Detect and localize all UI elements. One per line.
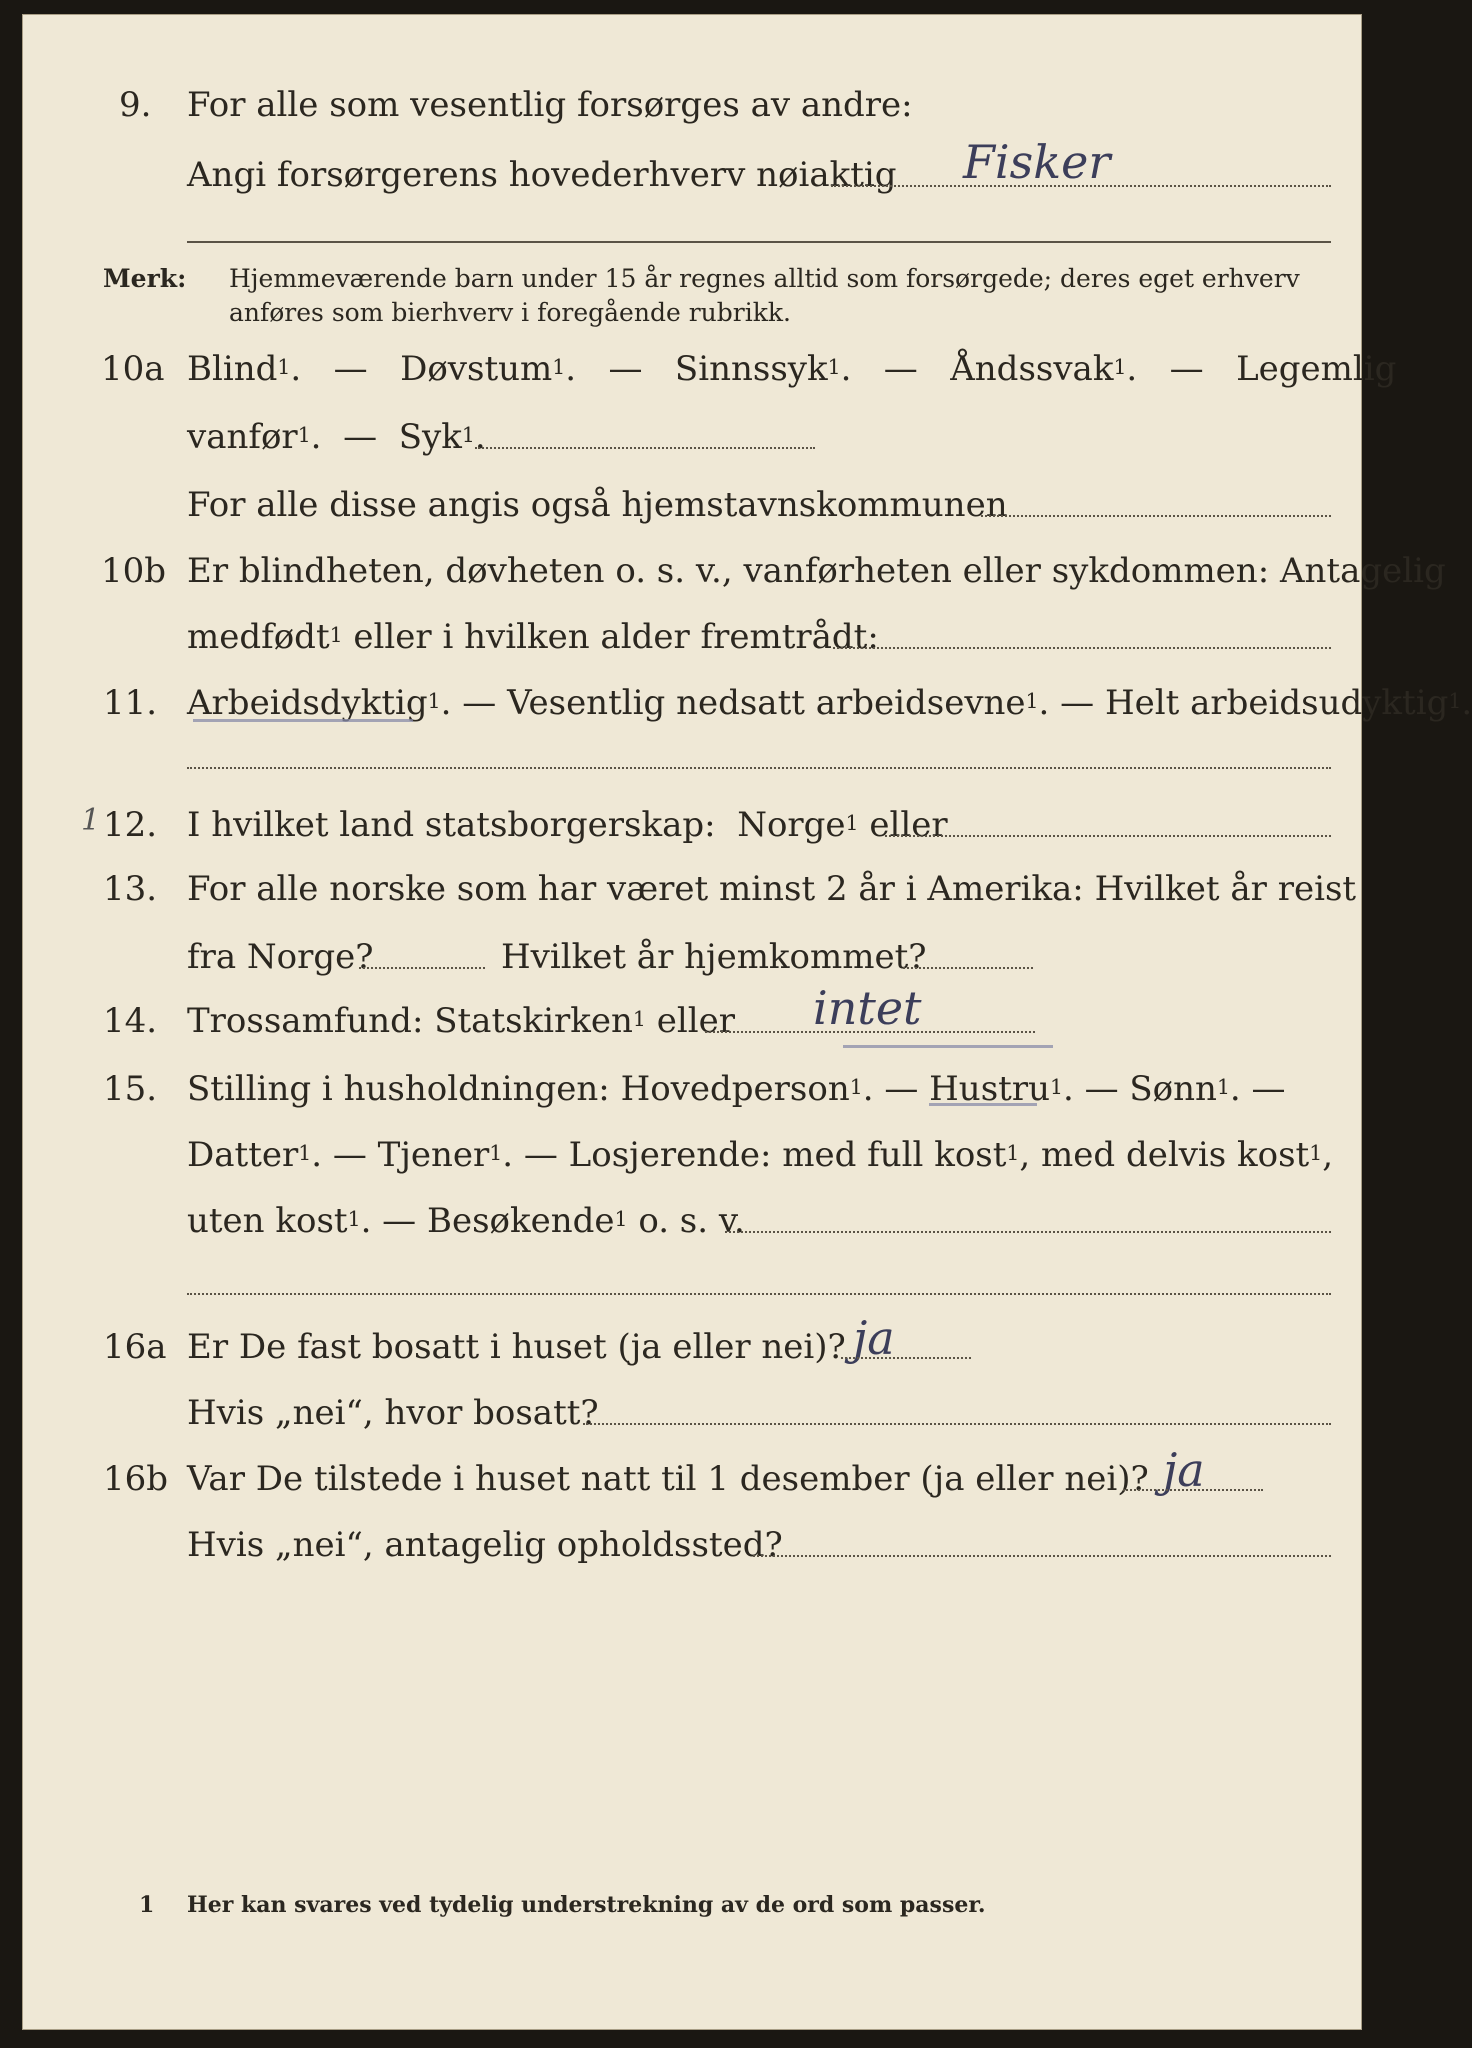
q11-line: Arbeidsdyktig$^1$. — Vesentlig nedsatt arbeidsevne$^1$. — Helt arbeidsudyktig$^1$. — [187, 683, 1472, 723]
option-hustru: Hustru — [929, 1069, 1050, 1109]
option-andssvak: Åndssvak — [950, 349, 1114, 389]
q10b-line2: medfødt$^1$ eller i hvilken alder fremtrådt: — [187, 617, 879, 657]
item-number-12: 12. — [103, 805, 158, 845]
item-number-15: 15. — [103, 1069, 158, 1109]
item-number-10b: 10b — [101, 551, 167, 591]
q9-line2: Angi forsørgerens hovederhverv nøiaktig — [187, 155, 897, 195]
q10a-line2-dots — [475, 447, 815, 449]
q16a-handwritten-answer: ja — [853, 1311, 895, 1365]
pencil-underline-arbeidsdyktig — [193, 719, 413, 722]
q12-margin-mark: 1 — [81, 803, 101, 838]
option-norge: Norge — [737, 805, 846, 845]
q10a-line2: vanfør$^1$. — Syk$^1$. — [187, 417, 486, 457]
q16a-line1: Er De fast bosatt i huset (ja eller nei)? — [187, 1327, 846, 1367]
pencil-underline-intet — [843, 1045, 1053, 1048]
census-form-page — [22, 14, 1472, 2030]
q16b-opholdssted-line — [753, 1555, 1331, 1557]
q16b-handwritten-answer: ja — [1163, 1443, 1205, 1497]
pencil-underline-hustru — [929, 1103, 1037, 1106]
merk-line1: Hjemmeværende barn under 15 år regnes alltid som forsørgede; deres eget erhverv — [229, 264, 1300, 293]
footnote-text: Her kan svares ved tydelig understrekning av de ord som passer. — [187, 1892, 986, 1918]
q10a-line1: Blind$^1$. — Døvstum$^1$. — Sinnssyk$^1$. — Åndssvak$^1$. — Legemlig — [187, 349, 1397, 389]
q10a-answer-line — [981, 515, 1331, 517]
q15-line1: Stilling i husholdningen: Hovedperson$^1$. — Hustru$^1$. — Sønn$^1$. — — [187, 1069, 1286, 1109]
q10b-answer-line — [833, 647, 1331, 649]
item-number-16b: 16b — [103, 1459, 169, 1499]
item-number-13: 13. — [103, 869, 158, 909]
q13-hjemkommet-line — [903, 967, 1033, 969]
q13-line2a: fra Norge? — [187, 937, 374, 977]
option-syk: Syk — [398, 417, 462, 457]
item-number-9: 9. — [119, 85, 152, 125]
q11-answer-line — [187, 767, 1331, 769]
footnote-mark: 1 — [139, 1892, 155, 1918]
q16a-line2: Hvis „nei“, hvor bosatt? — [187, 1393, 599, 1433]
q10b-line1: Er blindheten, døvheten o. s. v., vanførheten eller sykdommen: Antagelig — [187, 551, 1446, 591]
q13-line2b: Hvilket år hjemkommet? — [501, 937, 927, 977]
q13-line1: For alle norske som har været minst 2 år i Amerika: Hvilket år reist — [187, 869, 1357, 909]
q12-line: I hvilket land statsborgerskap: Norge$^1$ eller — [187, 805, 948, 845]
option-arbeidsdyktig: Arbeidsdyktig — [187, 683, 428, 723]
q15-extra-line — [187, 1293, 1331, 1295]
separator-rule — [187, 241, 1331, 243]
q9-line1: For alle som vesentlig forsørges av andre: — [187, 85, 913, 125]
q16b-line1: Var De tilstede i huset natt til 1 desember (ja eller nei)? — [187, 1459, 1149, 1499]
q16b-answer-line — [1123, 1489, 1263, 1491]
q14-line: Trossamfund: Statskirken$^1$ eller — [187, 1001, 735, 1041]
q15-line2: Datter$^1$. — Tjener$^1$. — Losjerende: med full kost$^1$, med delvis kost$^1$, — [187, 1135, 1334, 1175]
q14-handwritten-answer: intet — [813, 981, 922, 1035]
q15-answer-line — [725, 1231, 1331, 1233]
merk-line2: anføres som bierhverv i foregående rubrikk. — [229, 298, 791, 327]
option-sinnssyk: Sinnssyk — [674, 349, 828, 389]
q16a-bosatt-line — [583, 1423, 1331, 1425]
option-vanfor: vanfør — [187, 417, 298, 457]
item-number-16a: 16a — [103, 1327, 167, 1367]
item-number-10a: 10a — [101, 349, 165, 389]
merk-label: Merk: — [103, 264, 187, 293]
item-number-14: 14. — [103, 1001, 158, 1041]
q9-handwritten-answer: Fisker — [963, 135, 1111, 189]
q16a-answer-line — [841, 1357, 971, 1359]
option-legemlig: Legemlig — [1236, 349, 1397, 389]
item-number-11: 11. — [103, 683, 158, 723]
q13-reist-line — [359, 967, 485, 969]
q15-line3: uten kost$^1$. — Besøkende$^1$ o. s. v. — [187, 1201, 745, 1241]
q10a-line3: For alle disse angis også hjemstavnskommunen — [187, 485, 1008, 525]
option-blind: Blind — [187, 349, 278, 389]
q12-answer-line — [885, 835, 1331, 837]
option-dovstum: Døvstum — [400, 349, 553, 389]
q16b-line2: Hvis „nei“, antagelig opholdssted? — [187, 1525, 783, 1565]
